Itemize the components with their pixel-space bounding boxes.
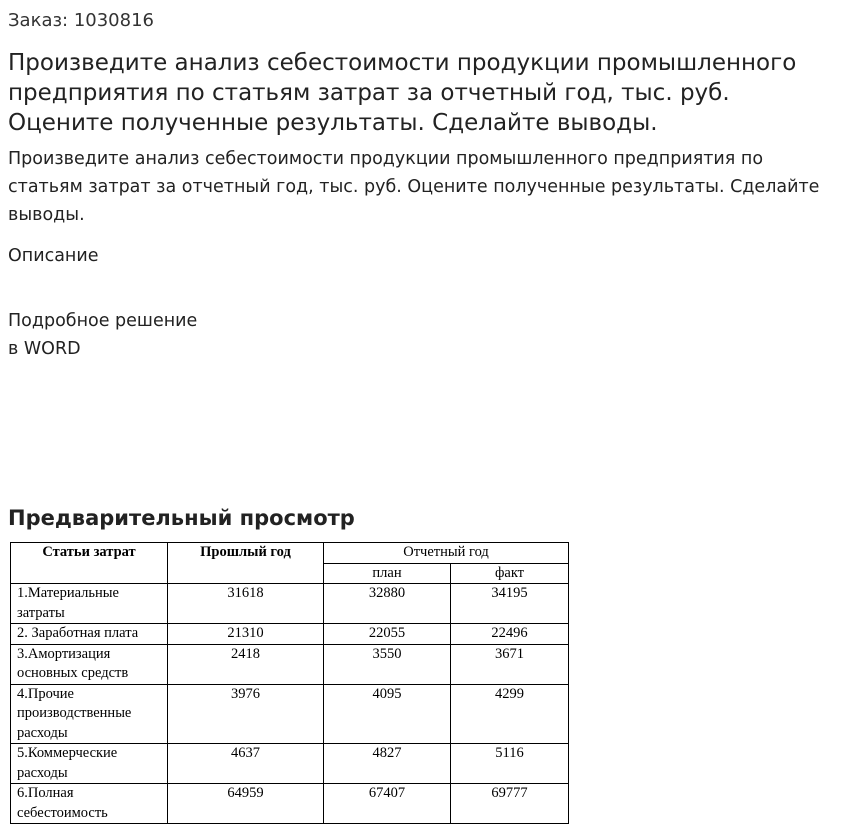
row-fact: 34195 <box>451 584 569 624</box>
row-plan: 4095 <box>324 684 451 744</box>
table-row <box>11 584 569 624</box>
table-row <box>11 624 569 645</box>
row-label: 3.Амортизация основных средств <box>11 644 168 684</box>
row-plan: 32880 <box>324 584 451 624</box>
solution-note-line2: в WORD <box>8 339 81 359</box>
solution-note-line1: Подробное решение <box>8 311 198 331</box>
row-label: 4.Прочие производственные расходы <box>11 684 168 744</box>
header-reporting-year: Отчетный год <box>324 543 569 564</box>
table-header-row <box>11 543 569 564</box>
row-prev: 21310 <box>168 624 324 645</box>
row-prev: 2418 <box>168 644 324 684</box>
row-prev: 64959 <box>168 784 324 824</box>
row-label: 6.Полная себестоимость <box>11 784 168 824</box>
row-label: 2. Заработная плата <box>11 624 168 645</box>
row-label: 1.Материальные затраты <box>11 584 168 624</box>
header-cost-items: Статьи затрат <box>11 543 168 584</box>
header-plan: план <box>324 563 451 584</box>
row-fact: 4299 <box>451 684 569 744</box>
description-heading: Описание <box>8 246 99 266</box>
row-plan: 4827 <box>324 744 451 784</box>
row-fact: 69777 <box>451 784 569 824</box>
row-plan: 67407 <box>324 784 451 824</box>
table-row <box>11 784 569 824</box>
table-row <box>11 684 569 744</box>
row-plan: 22055 <box>324 624 451 645</box>
task-text: Произведите анализ себестоимости продукции промышленного предприятия по статьям затрат за отчетный год, тыс. руб. Оцените полученные результаты. Сделайте выводы. <box>8 149 820 225</box>
table-row <box>11 644 569 684</box>
row-prev: 4637 <box>168 744 324 784</box>
row-plan: 3550 <box>324 644 451 684</box>
row-fact: 3671 <box>451 644 569 684</box>
preview-heading: Предварительный просмотр <box>8 506 355 530</box>
table-row <box>11 744 569 784</box>
row-fact: 5116 <box>451 744 569 784</box>
row-prev: 3976 <box>168 684 324 744</box>
preview-table <box>10 542 569 824</box>
header-fact: факт <box>451 563 569 584</box>
row-prev: 31618 <box>168 584 324 624</box>
order-number: Заказ: 1030816 <box>8 10 154 31</box>
row-label: 5.Коммерческие расходы <box>11 744 168 784</box>
solution-note <box>8 307 197 363</box>
page-title: Произведите анализ себестоимости продукции промышленного предприятия по статьям затрат за отчетный год, тыс. руб. Оцените полученные результаты. Сделайте выводы. <box>8 50 797 136</box>
header-previous-year: Прошлый год <box>168 543 324 584</box>
row-fact: 22496 <box>451 624 569 645</box>
